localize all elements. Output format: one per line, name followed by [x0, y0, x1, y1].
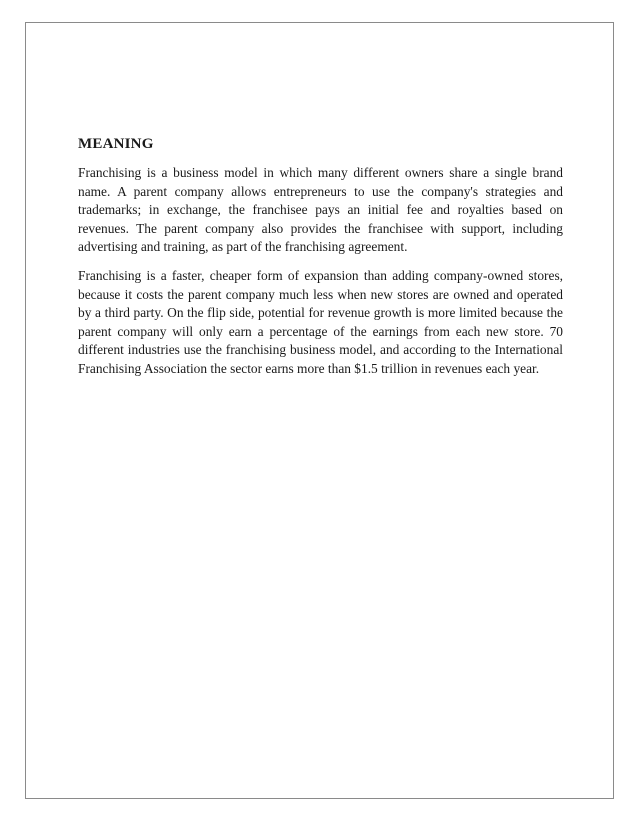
paragraph-definition: Franchising is a business model in which many different owners share a single brand name. A parent company allows entrepreneurs to use the company's strategies and trademarks; in exchange, the franchisee pays an initial fee and royalties based on revenues. The parent company also provides the franchisee with support, including advertising and training, as part of the franchising agreement.: [78, 165, 563, 255]
paragraph-expansion: Franchising is a faster, cheaper form of expansion than adding company-owned stores, because it costs the parent company much less when new stores are owned and operated by a third party. On the flip side, potential for revenue growth is more limited because the parent company will only earn a percentage of the earnings from each new store. 70 different industries use the franchising business model, and according to the International Franchising Association the sector earns more than $1.5 trillion in revenues each year.: [78, 267, 563, 376]
page-content: [78, 136, 563, 389]
section-heading: MEANING: [78, 136, 154, 152]
